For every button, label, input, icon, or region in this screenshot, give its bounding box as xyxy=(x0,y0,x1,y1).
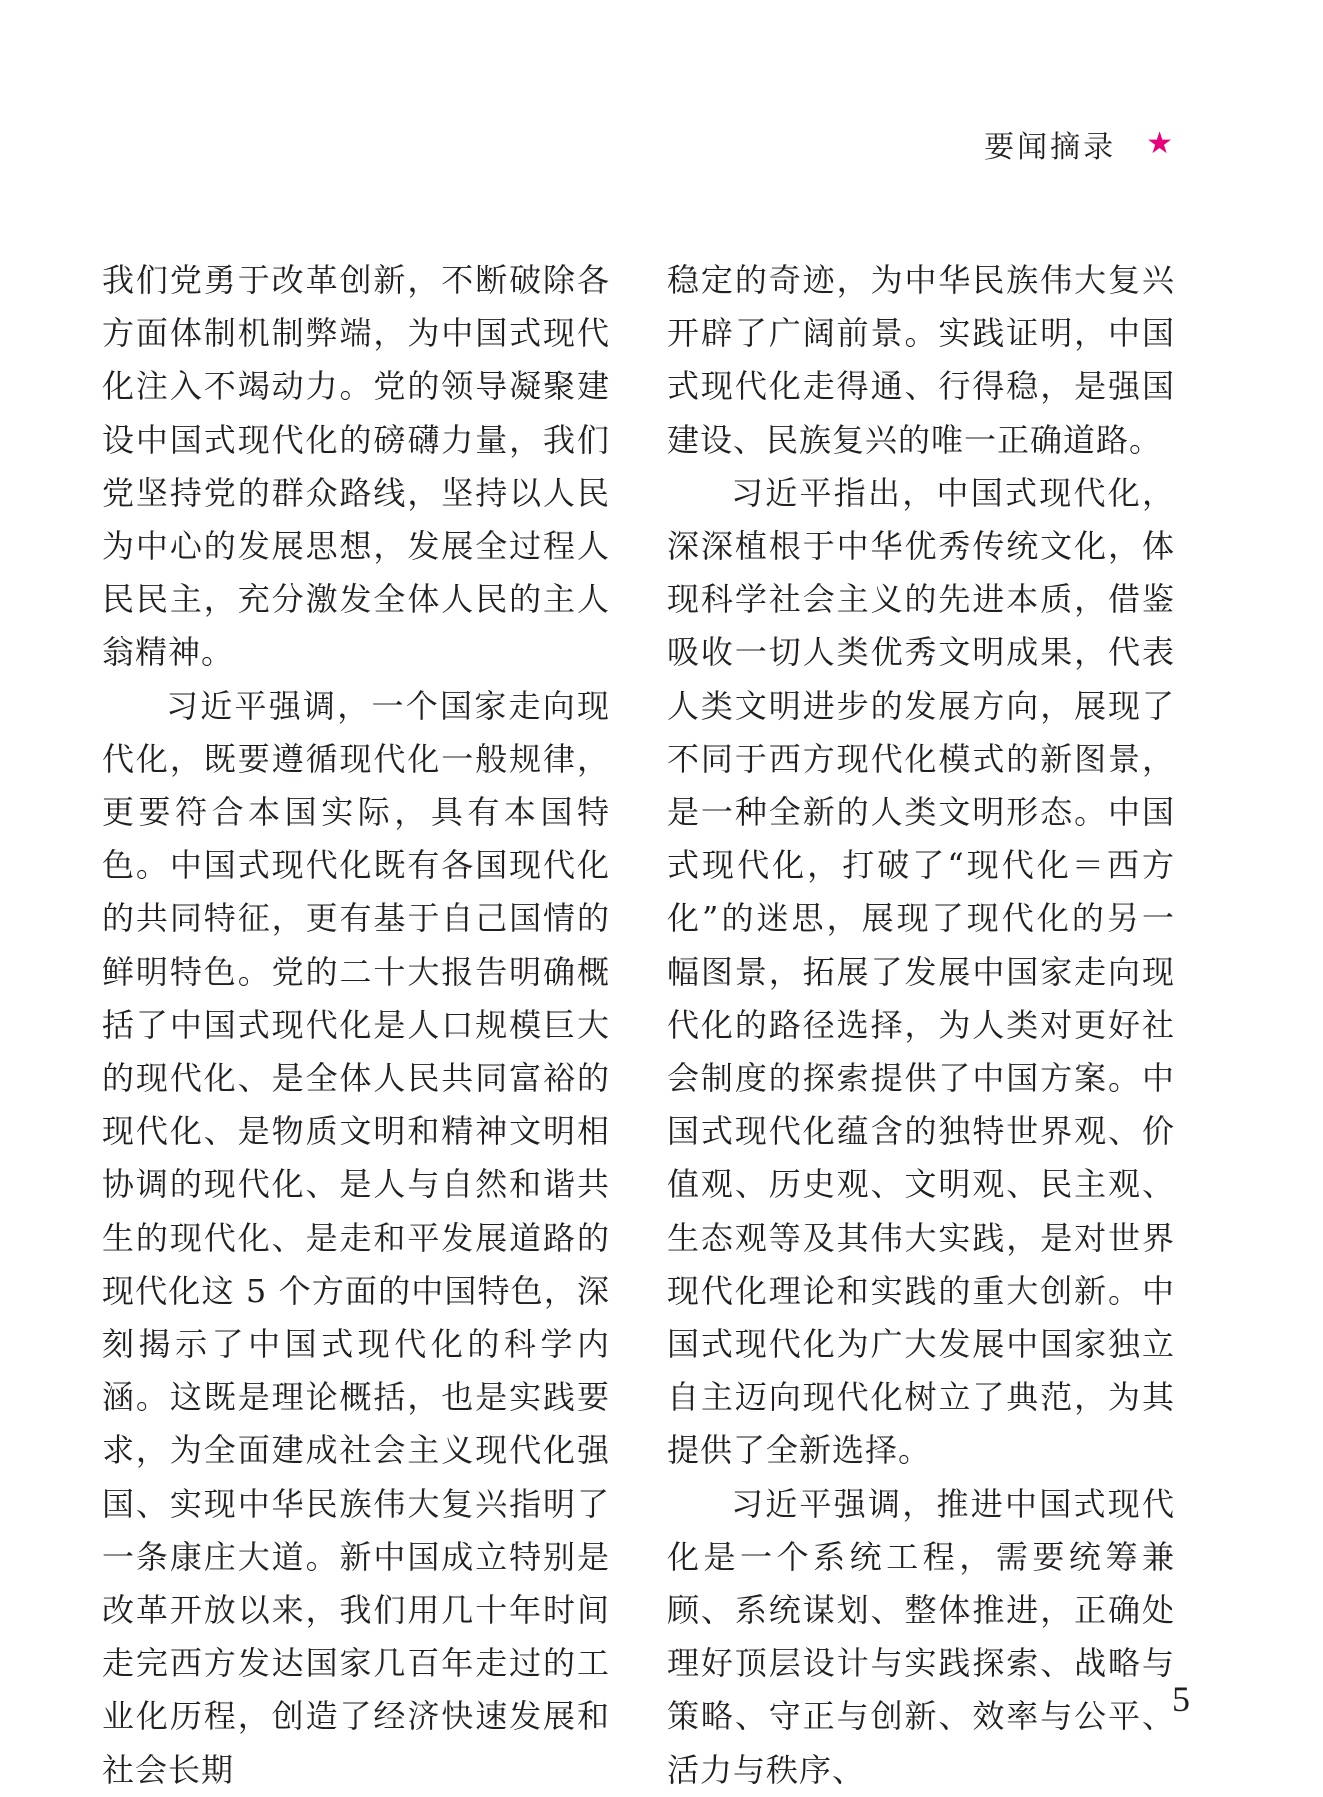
left-column xyxy=(102,254,610,1797)
page-header xyxy=(984,122,1173,166)
star-icon: ★ xyxy=(1146,126,1173,161)
right-paragraph-3: 习近平强调，推进中国式现代化是一个系统工程，需要统筹兼顾、系统谋划、整体推进，正确处理好顶层设计与实践探索、战略与策略、守正与创新、效率与公平、活力与秩序、 xyxy=(667,1484,1175,1789)
left-paragraph-2: 习近平强调，一个国家走向现代化，既要遵循现代化一般规律，更要符合本国实际，具有本国特色。中国式现代化既有各国现代化的共同特征，更有基于自己国情的鲜明特色。党的二十大报告明确概括了中国式现代化是人口规模巨大的现代化、是全体人民共同富裕的现代化、是物质文明和精神文明相协调的现代化、是人与自然和谐共生的现代化、是走和平发展道路的现代化这 5 个方面的中国特色，深刻揭示了中国式现代化的科学内涵。这既是理论概括，也是实践要求，为全面建成社会主义现代化强国、实现中华民族伟大复兴指明了一条康庄大道。新中国成立特别是改革开放以来，我们用几十年时间走完西方发达国家几百年走过的工业化历程，创造了经济快速发展和社会长期 xyxy=(102,686,610,1789)
section-title: 要闻摘录 xyxy=(984,130,1117,165)
right-paragraph-2: 习近平指出，中国式现代化，深深植根于中华优秀传统文化，体现科学社会主义的先进本质，借鉴吸收一切人类优秀文明成果，代表人类文明进步的发展方向，展现了不同于西方现代化模式的新图景，是一种全新的人类文明形态。中国式现代化，打破了“现代化＝西方化”的迷思，展现了现代化的另一幅图景，拓展了发展中国家走向现代化的路径选择，为人类对更好社会制度的探索提供了中国方案。中国式现代化蕴含的独特世界观、价值观、历史观、文明观、民主观、生态观等及其伟大实践，是对世界现代化理论和实践的重大创新。中国式现代化为广大发展中国家独立自主迈向现代化树立了典范，为其提供了全新选择。 xyxy=(667,473,1175,1470)
left-paragraph-1: 我们党勇于改革创新，不断破除各方面体制机制弊端，为中国式现代化注入不竭动力。党的领导凝聚建设中国式现代化的磅礴力量，我们党坚持党的群众路线，坚持以人民为中心的发展思想，发展全过程人民民主，充分激发全体人民的主人翁精神。 xyxy=(102,261,610,672)
page-number: 5 xyxy=(1172,1679,1190,1719)
right-column xyxy=(667,254,1175,1797)
right-paragraph-1: 稳定的奇迹，为中华民族伟大复兴开辟了广阔前景。实践证明，中国式现代化走得通、行得稳，是强国建设、民族复兴的唯一正确道路。 xyxy=(667,261,1175,459)
